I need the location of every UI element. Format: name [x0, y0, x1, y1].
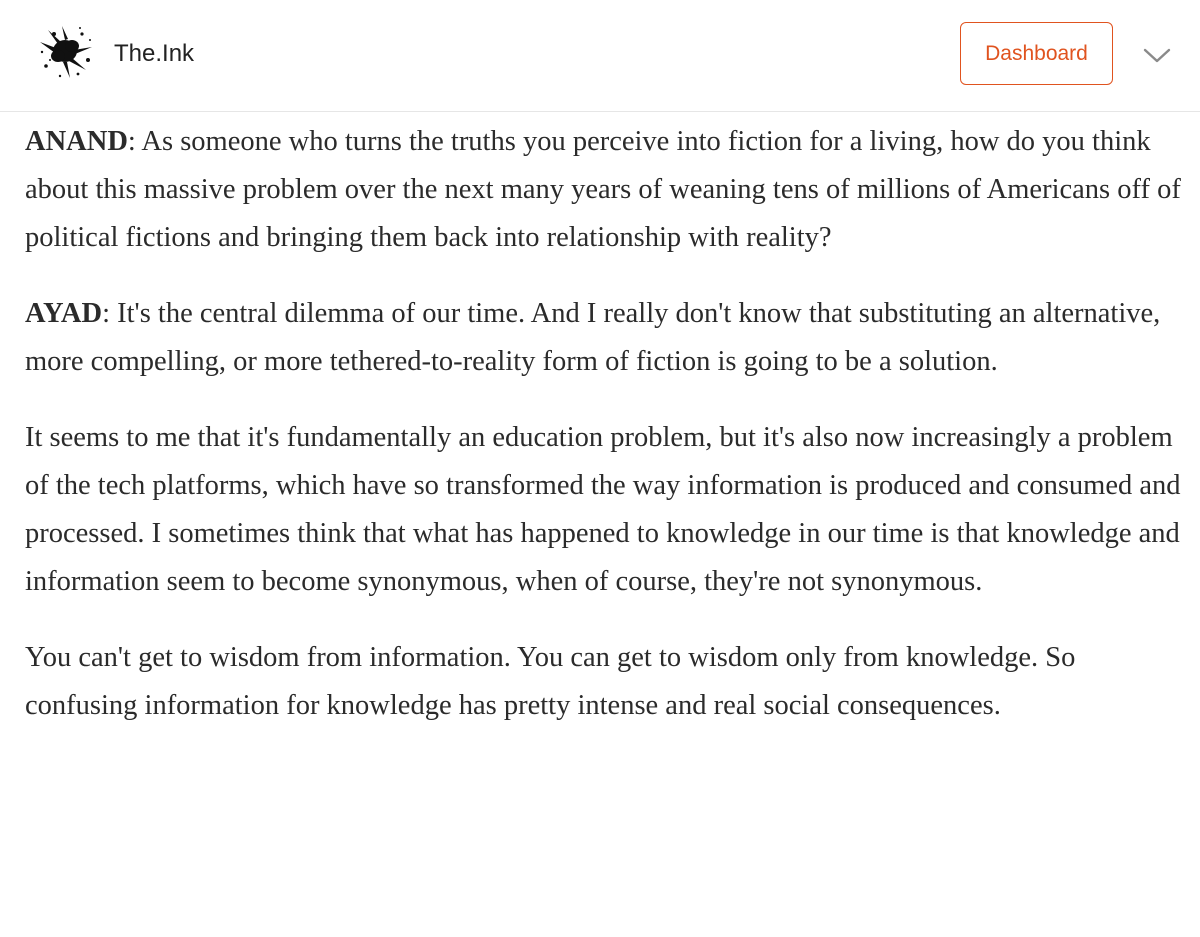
dashboard-button[interactable]: Dashboard [960, 22, 1113, 85]
site-title[interactable]: The.Ink [114, 40, 195, 67]
speaker-name: AYAD [25, 298, 103, 329]
article-body [25, 118, 1185, 758]
paragraph-text: : It's the central dilemma of our time. And I really don't know that substituting an alternative, more compelling, or more tethered-to-reality form of fiction is going to be a solution. [25, 298, 1161, 377]
paragraph-text: You can't get to wisdom from information. You can get to wisdom only from knowledge. So confusing information for knowledge has pretty intense and real social consequences. [25, 642, 1076, 721]
paragraph-anand [25, 118, 1185, 262]
top-nav-bar [0, 0, 1200, 112]
chevron-down-icon[interactable] [1140, 42, 1174, 68]
speaker-name: ANAND [25, 126, 128, 157]
paragraph-text: : As someone who turns the truths you perceive into fiction for a living, how do you think about this massive problem over the next many years of weaning tens of millions of Americans off of political fictions and bringing them back into relationship with reality? [25, 126, 1181, 253]
paragraph-ayad [25, 290, 1185, 386]
paragraph-text: It seems to me that it's fundamentally an education problem, but it's also now increasingly a problem of the tech platforms, which have so transformed the way information is produced and consumed and processed. I sometimes think that what has happened to knowledge in our time is that knowledge and information seem to become synonymous, when of course, they're not synonymous. [25, 422, 1181, 597]
ink-splat-logo[interactable] [34, 20, 98, 84]
